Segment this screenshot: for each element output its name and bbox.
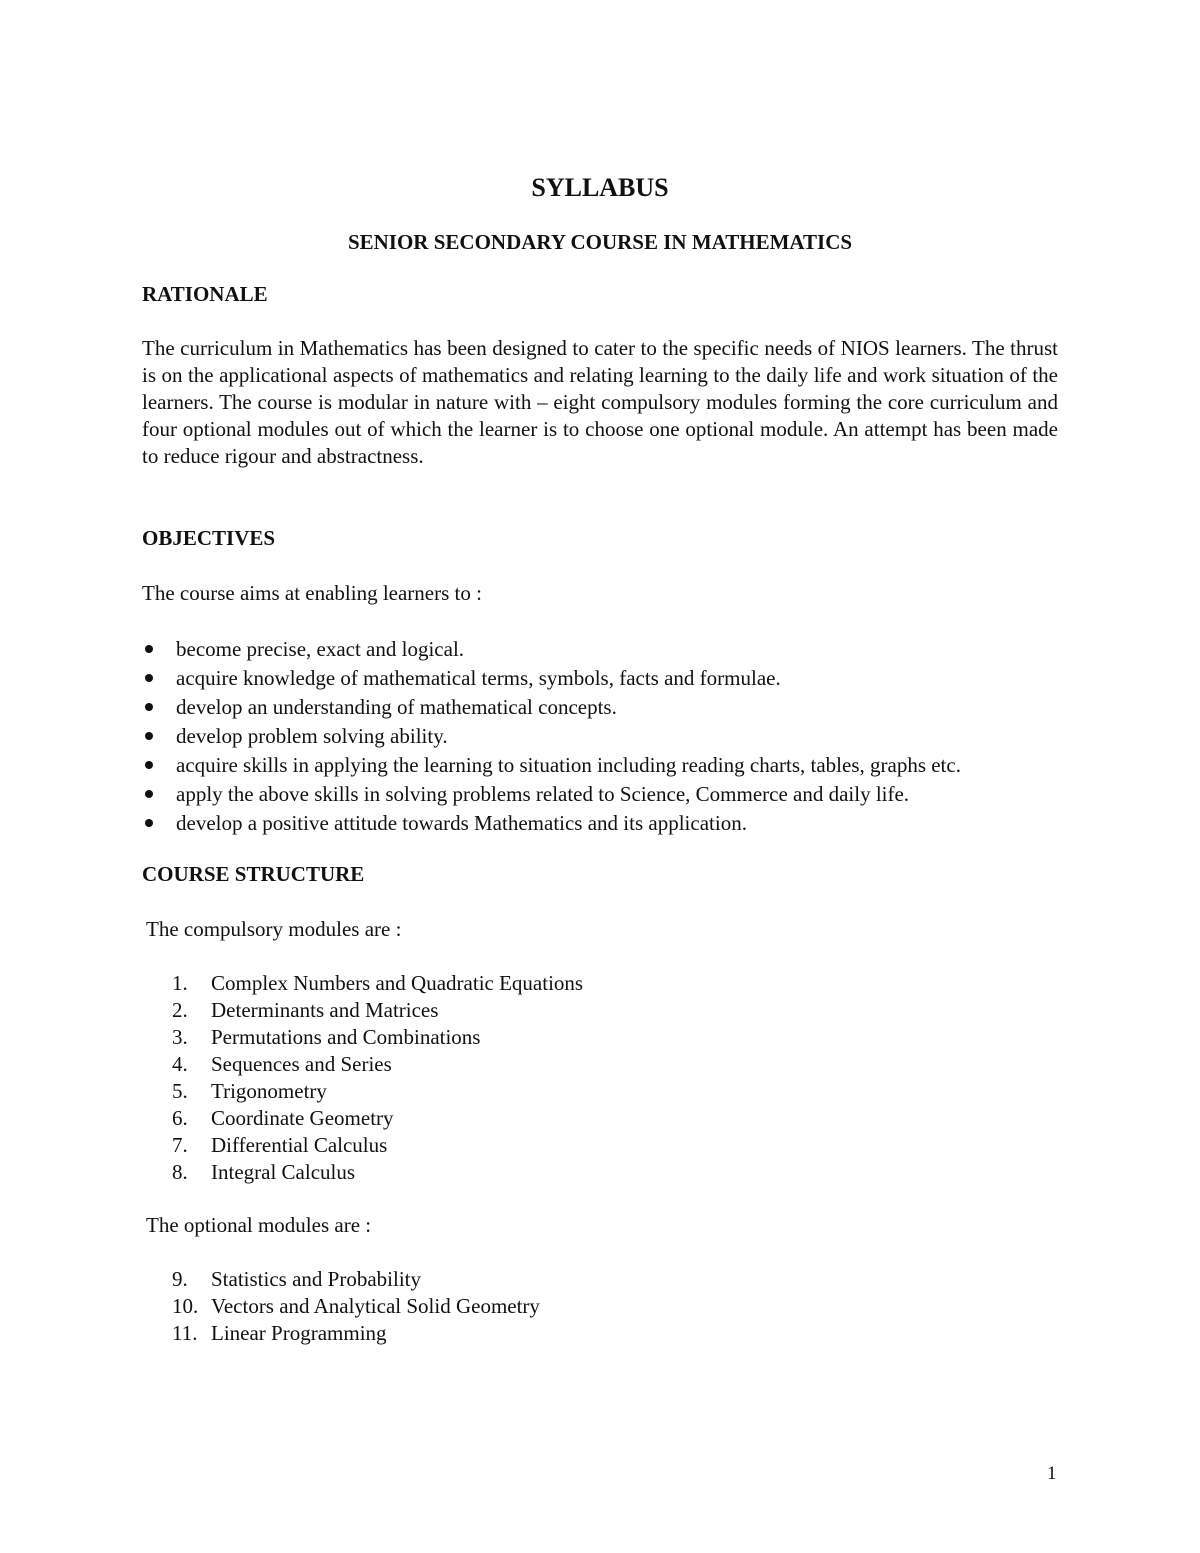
rationale-heading: RATIONALE <box>142 282 268 306</box>
page-title: SYLLABUS <box>531 173 669 202</box>
module-label: Integral Calculus <box>211 1160 356 1184</box>
bullet-icon <box>145 819 153 827</box>
module-number: 5. <box>172 1079 188 1103</box>
objective-text: develop problem solving ability. <box>176 724 448 748</box>
module-label: Permutations and Combinations <box>211 1025 481 1049</box>
compulsory-intro: The compulsory modules are : <box>146 917 402 941</box>
module-label: Vectors and Analytical Solid Geometry <box>211 1294 540 1318</box>
objective-text: become precise, exact and logical. <box>176 637 465 661</box>
module-number: 2. <box>172 998 188 1022</box>
module-number: 9. <box>172 1267 188 1291</box>
module-item <box>172 970 583 997</box>
module-item <box>172 1078 583 1105</box>
module-number: 3. <box>172 1025 188 1049</box>
bullet-icon <box>145 761 153 769</box>
document-subtitle: SENIOR SECONDARY COURSE IN MATHEMATICS <box>347 230 853 254</box>
objective-text: apply the above skills in solving problems related to Science, Commerce and daily life. <box>176 782 910 806</box>
course-structure-heading: COURSE STRUCTURE <box>142 862 365 886</box>
module-number: 1. <box>172 971 188 995</box>
module-label: Sequences and Series <box>211 1052 392 1076</box>
objectives-heading: OBJECTIVES <box>142 526 276 550</box>
module-label: Coordinate Geometry <box>211 1106 394 1130</box>
module-label: Statistics and Probability <box>211 1267 421 1291</box>
module-label: Linear Programming <box>211 1321 387 1345</box>
objective-text: develop a positive attitude towards Mathematics and its application. <box>176 811 747 835</box>
objective-text: acquire skills in applying the learning to situation including reading charts, tables, graphs etc. <box>176 753 961 777</box>
module-number: 6. <box>172 1106 188 1130</box>
bullet-icon <box>145 790 153 798</box>
bullet-icon <box>145 645 153 653</box>
module-item <box>172 1159 583 1186</box>
optional-intro: The optional modules are : <box>146 1213 372 1237</box>
objective-text: develop an understanding of mathematical concepts. <box>176 695 617 719</box>
module-number: 10. <box>172 1294 199 1318</box>
rationale-paragraph: The curriculum in Mathematics has been designed to cater to the specific needs of NIOS learners. The thrust is on the applicational aspects of mathematics and relating learning to the daily life and work situation of the learners. The course is modular in nature with – eight compulsory modules forming the core curriculum and four optional modules out of which the learner is to choose one optional module. An attempt has been made to reduce rigour and abstractness. <box>142 336 1058 468</box>
objectives-list <box>142 635 961 838</box>
objective-item <box>142 693 961 722</box>
module-item <box>172 1293 540 1320</box>
module-label: Complex Numbers and Quadratic Equations <box>211 971 584 995</box>
objective-item <box>142 664 961 693</box>
objectives-intro: The course aims at enabling learners to : <box>142 581 482 605</box>
objective-item <box>142 722 961 751</box>
objective-item <box>142 635 961 664</box>
module-item <box>172 1132 583 1159</box>
bullet-icon <box>145 703 153 711</box>
module-number: 11. <box>172 1321 198 1345</box>
bullet-icon <box>145 674 153 682</box>
module-number: 7. <box>172 1133 188 1157</box>
module-item <box>172 1105 583 1132</box>
module-label: Determinants and Matrices <box>211 998 439 1022</box>
module-number: 8. <box>172 1160 188 1184</box>
page-number: 1 <box>1047 1463 1057 1484</box>
module-item <box>172 1024 583 1051</box>
bullet-icon <box>145 732 153 740</box>
objective-item <box>142 780 961 809</box>
optional-modules-list <box>172 1266 540 1347</box>
module-item <box>172 1320 540 1347</box>
module-item <box>172 997 583 1024</box>
module-label: Trigonometry <box>211 1079 327 1103</box>
module-number: 4. <box>172 1052 188 1076</box>
objective-text: acquire knowledge of mathematical terms, symbols, facts and formulae. <box>176 666 781 690</box>
objective-item <box>142 751 961 780</box>
module-item <box>172 1266 540 1293</box>
module-label: Differential Calculus <box>211 1133 388 1157</box>
module-item <box>172 1051 583 1078</box>
compulsory-modules-list <box>172 970 583 1186</box>
objective-item <box>142 809 961 838</box>
